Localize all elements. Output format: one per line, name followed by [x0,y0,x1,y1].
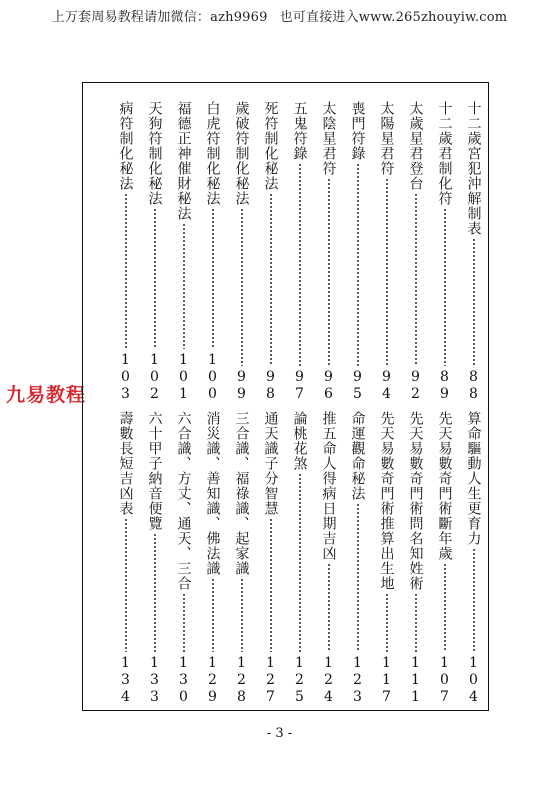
page-number-footer: - 3 - [266,726,293,741]
toc-entry-page-number: 107 [436,655,453,706]
toc-entry [227,101,256,403]
dot-leader [125,518,127,652]
dot-leader [415,193,417,366]
toc-entry-page-number: 92 [407,369,424,403]
dot-leader [125,193,127,349]
toc-entry-title: 六十甲子納音便覽 [146,411,163,531]
toc-entry-title: 太陽星君符 [378,101,395,176]
toc-entry-page-number: 124 [320,655,337,706]
toc-entry-title: 消災識、善知識、佛法識 [204,411,221,576]
toc-entry-page-number: 111 [407,655,424,706]
toc-entry-page-number: 101 [175,352,192,403]
toc-entry-page-number: 94 [378,369,395,403]
toc-entry-title: 命運觀命秘法 [349,411,366,501]
toc-entry-page-number: 134 [117,655,134,706]
toc-entry [314,411,343,706]
toc-entry [314,101,343,403]
dot-leader [415,593,417,652]
toc-entry [459,101,488,403]
dot-leader [154,533,156,652]
toc-entry [430,101,459,403]
toc-entry [459,411,488,706]
dot-leader [357,163,359,366]
toc-entry [401,101,430,403]
dot-leader [357,503,359,652]
toc-entry-page-number: 103 [117,352,134,403]
toc-frame [82,82,489,711]
toc-entry-page-number: 128 [233,655,250,706]
toc-entry [256,411,285,706]
dot-leader [270,518,272,652]
toc-entry-title: 福德正神催財秘法 [175,101,192,221]
toc-top-section [83,101,488,403]
toc-entry-title: 三合識、福祿識、起家識 [233,411,250,576]
toc-entry-title: 太陰星君符 [320,101,337,176]
dot-leader [183,593,185,652]
toc-entry [169,411,198,706]
dot-leader [328,178,330,366]
toc-entry-title: 算命驅動人生更育力 [465,411,482,546]
toc-entry-page-number: 117 [378,655,395,706]
toc-entry-title: 通天識子分智慧 [262,411,279,516]
toc-entry-title: 病符制化秘法 [117,101,134,191]
toc-entry-page-number: 95 [349,369,366,403]
toc-entry [372,101,401,403]
toc-entry-title: 論桃花煞 [291,411,308,471]
toc-entry-page-number: 100 [204,352,221,403]
toc-entry [372,411,401,706]
header-website-text: 也可直接进入www.265zhouyiw.com [279,10,508,25]
toc-entry-title: 壽數長短吉凶表 [117,411,134,516]
toc-entry [227,411,256,706]
toc-entry [430,411,459,706]
toc-entry [401,411,430,706]
toc-bottom-section [83,411,488,706]
dot-leader [473,238,475,366]
toc-entry [111,411,140,706]
toc-entry [343,101,372,403]
header-wechat-text: 上万套周易教程请加微信：azh9969 [51,10,268,25]
toc-entry-title: 喪門符錄 [349,101,366,161]
toc-entry-page-number: 98 [262,369,279,403]
toc-entry-page-number: 127 [262,655,279,706]
toc-entry-title: 十二歲宮犯沖解制表 [465,101,482,236]
watermark-logo: 九易教程 [6,384,87,406]
toc-entry [343,411,372,706]
dot-leader [212,578,214,652]
toc-entry-page-number: 130 [175,655,192,706]
toc-entry-page-number: 97 [291,369,308,403]
dot-leader [212,208,214,349]
dot-leader [444,208,446,366]
toc-entry-title: 六合識、方丈、通天、三合 [175,411,192,591]
dot-leader [270,193,272,366]
toc-entry [169,101,198,403]
toc-entry [285,411,314,706]
dot-leader [241,578,243,652]
toc-entry-page-number: 96 [320,369,337,403]
toc-entry-page-number: 123 [349,655,366,706]
page-header [0,6,559,25]
dot-leader [473,548,475,652]
toc-entry-title: 歲破符制化秘法 [233,101,250,206]
dot-leader [183,223,185,349]
dot-leader [328,563,330,652]
toc-entry [198,101,227,403]
toc-entry [140,411,169,706]
toc-entry [111,101,140,403]
toc-entry [140,101,169,403]
toc-entry-page-number: 125 [291,655,308,706]
toc-entry-title: 天狗符制化秘法 [146,101,163,206]
toc-entry-page-number: 99 [233,369,250,403]
toc-entry-title: 五鬼符錄 [291,101,308,161]
dot-leader [154,208,156,349]
toc-entry-title: 十二歲君制化符 [436,101,453,206]
toc-entry-page-number: 133 [146,655,163,706]
toc-entry-page-number: 88 [465,369,482,403]
toc-entry [285,101,314,403]
dot-leader [241,208,243,366]
toc-entry-title: 先天易數奇門術問名知姓術 [407,411,424,591]
dot-leader [299,163,301,366]
toc-entry-title: 先天易數奇門術推算出生地 [378,411,395,591]
toc-entry [256,101,285,403]
toc-entry-page-number: 102 [146,352,163,403]
toc-entry-page-number: 129 [204,655,221,706]
dot-leader [386,178,388,366]
toc-entry-title: 死符制化秘法 [262,101,279,191]
dot-leader [299,473,301,652]
dot-leader [386,593,388,652]
toc-entry-page-number: 104 [465,655,482,706]
toc-entry-title: 太歲星君登台 [407,101,424,191]
toc-entry-page-number: 89 [436,369,453,403]
toc-entry-title: 先天易數奇門術斷年歲 [436,411,453,561]
toc-entry-title: 推五命人得病日期吉凶 [320,411,337,561]
toc-entry-title: 白虎符制化秘法 [204,101,221,206]
toc-entry [198,411,227,706]
dot-leader [444,563,446,652]
